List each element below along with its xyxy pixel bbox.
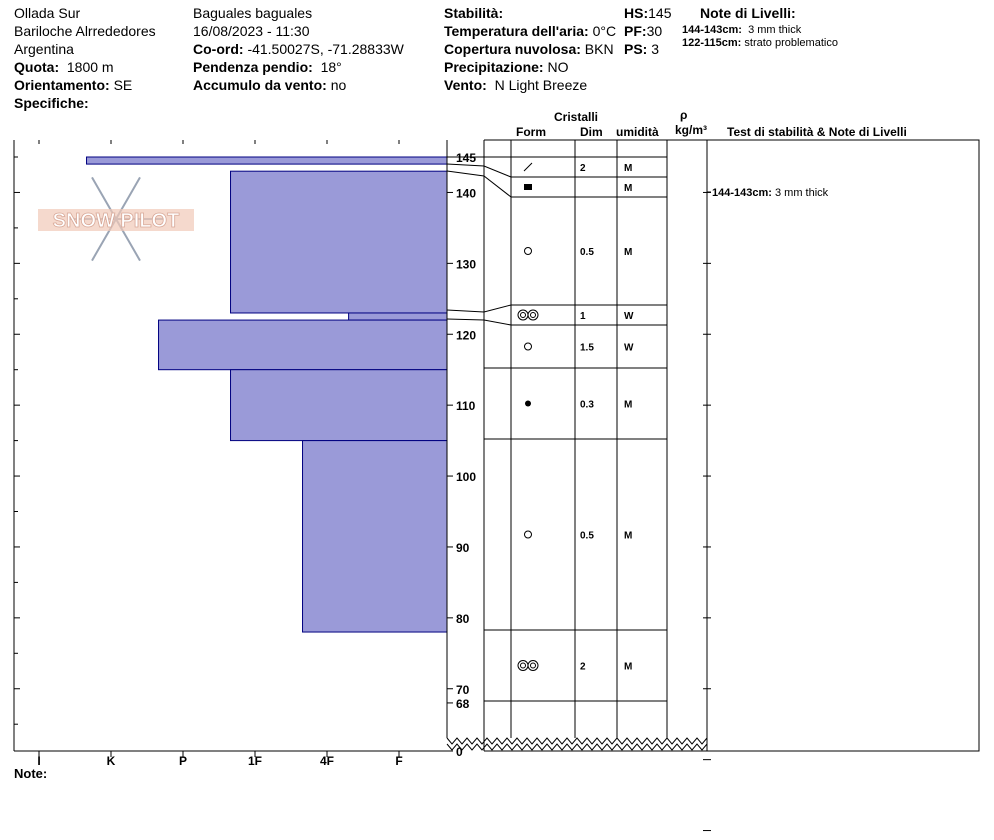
stabilita-label: Stabilità: — [444, 5, 504, 21]
coord-value: -41.50027S, -71.28833W — [247, 41, 404, 57]
ps-value: 3 — [651, 41, 660, 57]
crystal-dim: 0.5 — [580, 530, 594, 542]
depth-label-130: 130 — [456, 257, 477, 272]
hardness-label-I: I — [37, 754, 41, 768]
depth-label-140: 140 — [456, 186, 477, 201]
hardness-layer-bar — [303, 441, 447, 632]
depth-label-68: 68 — [456, 696, 470, 711]
hardness-layer-bar — [349, 313, 447, 320]
depth-label-100: 100 — [456, 470, 477, 485]
ring — [521, 313, 526, 318]
hardness-layer-bar — [87, 157, 447, 164]
pendenza-label: Pendenza pendio: — [193, 59, 313, 75]
hs-label: HS: — [624, 5, 649, 21]
note-label: Note: — [14, 766, 48, 781]
cristalli-header: Cristalli — [554, 110, 599, 124]
depth-label-120: 120 — [456, 328, 477, 343]
hardness-label-F: F — [395, 754, 403, 768]
umidita-header: umidità — [616, 125, 659, 139]
pendenza-value: 18° — [320, 59, 342, 75]
orientamento-label: Orientamento: — [14, 77, 110, 93]
ps-label: PS: — [624, 41, 648, 57]
vento-label: Vento: — [444, 77, 487, 93]
crystal-form-rounded-icon — [525, 248, 532, 255]
break-zigzag — [447, 738, 707, 744]
layer-note-text: 144-143cm: 3 mm thick — [712, 187, 829, 199]
precip-value: NO — [547, 59, 569, 75]
form-header: Form — [516, 125, 546, 139]
crystal-form-melt-forms-icon — [518, 310, 538, 320]
stroke — [524, 163, 532, 171]
square — [524, 184, 532, 190]
circle — [525, 343, 532, 350]
hardness-label-P: P — [178, 754, 188, 768]
rho-header: ρ — [680, 108, 688, 122]
layer-connector — [447, 319, 511, 325]
crystal-umidita: M — [624, 661, 633, 673]
crystal-form-rounded-icon — [525, 531, 532, 538]
location-line-1: Ollada Sur — [14, 5, 81, 21]
crystal-form-melt-forms-icon — [518, 661, 538, 671]
logo-text: SNOW PILOT — [52, 210, 180, 232]
crystal-dim: 0.3 — [580, 399, 594, 411]
quota-label: Quota: — [14, 59, 60, 75]
hardness-layer-bar — [231, 370, 447, 441]
ring — [518, 310, 528, 320]
note-livelli-entry: 144-143cm: 3 mm thick — [682, 24, 802, 36]
snowpilot-logo — [38, 177, 194, 260]
ring — [518, 661, 528, 671]
temp-label: Temperatura dell'aria: — [444, 23, 589, 39]
crystal-dim: 1.5 — [580, 342, 594, 354]
depth-label-110: 110 — [456, 399, 476, 414]
dot — [525, 401, 531, 407]
circle — [525, 248, 532, 255]
circle — [525, 531, 532, 538]
crystal-dim: 0.5 — [580, 247, 594, 258]
copertura-value: BKN — [584, 41, 614, 57]
location-line-2: Bariloche Alrrededores — [14, 23, 156, 39]
ring — [531, 663, 536, 668]
vento-value: N Light Breeze — [494, 77, 588, 93]
crystal-umidita: W — [624, 342, 634, 354]
test-header: Test di stabilità & Note di Livelli — [727, 125, 907, 139]
depth-label-90: 90 — [456, 540, 470, 555]
depth-label-0: 0 — [456, 745, 463, 759]
pf-label: PF: — [624, 23, 647, 39]
copertura-label: Copertura nuvolosa: — [444, 41, 581, 57]
dim-header: Dim — [580, 125, 603, 139]
hardness-label-1F: 1F — [247, 754, 263, 768]
test-notes-box — [707, 140, 979, 751]
crystal-form-precipitation-icon — [524, 163, 532, 171]
ring — [531, 313, 536, 318]
crystal-dim: 2 — [580, 661, 586, 673]
quota-value: 1800 m — [66, 59, 114, 75]
note-livelli-title: Note di Livelli: — [700, 5, 796, 21]
orientamento-value: SE — [113, 77, 133, 93]
ring — [528, 310, 538, 320]
note-livelli-entry: 122-115cm: strato problematico — [682, 37, 838, 49]
hs-value: 145 — [648, 5, 672, 21]
ring — [521, 663, 526, 668]
accumulo-value: no — [330, 77, 347, 93]
ring — [528, 661, 538, 671]
location-line-3: Argentina — [14, 41, 74, 57]
crystal-form-faceted-icon — [524, 184, 532, 190]
crystal-umidita: W — [624, 311, 634, 322]
crystal-umidita: M — [624, 247, 633, 258]
crystal-dim: 2 — [580, 163, 586, 174]
layer-connector — [447, 305, 511, 312]
crystal-umidita: M — [624, 530, 633, 542]
accumulo-label: Accumulo da vento: — [193, 77, 327, 93]
crystal-umidita: M — [624, 399, 633, 411]
crystal-form-ice-icon — [525, 401, 531, 407]
break-zigzag — [447, 744, 707, 750]
hardness-label-K: K — [106, 754, 116, 768]
specifiche-label: Specifiche: — [14, 95, 89, 111]
crystal-dim: 1 — [580, 311, 586, 322]
depth-label-145: 145 — [456, 151, 477, 165]
crystal-form-rounded-icon — [525, 343, 532, 350]
density-unit-header: kg/m³ — [675, 123, 708, 137]
depth-label-80: 80 — [456, 611, 470, 626]
coord-label: Co-ord: — [193, 41, 244, 57]
hardness-layer-bar — [231, 171, 447, 313]
hardness-label-4F: 4F — [319, 754, 335, 768]
depth-label-70: 70 — [456, 682, 470, 697]
site-name: Baguales baguales — [193, 5, 313, 21]
hardness-layer-bar — [159, 320, 447, 370]
precip-label: Precipitazione: — [444, 59, 544, 75]
crystal-umidita: M — [624, 183, 633, 194]
temp-value: 0°C — [592, 23, 617, 39]
crystal-umidita: M — [624, 163, 633, 174]
date-time: 16/08/2023 - 11:30 — [193, 23, 310, 39]
pf-value: 30 — [646, 23, 663, 39]
